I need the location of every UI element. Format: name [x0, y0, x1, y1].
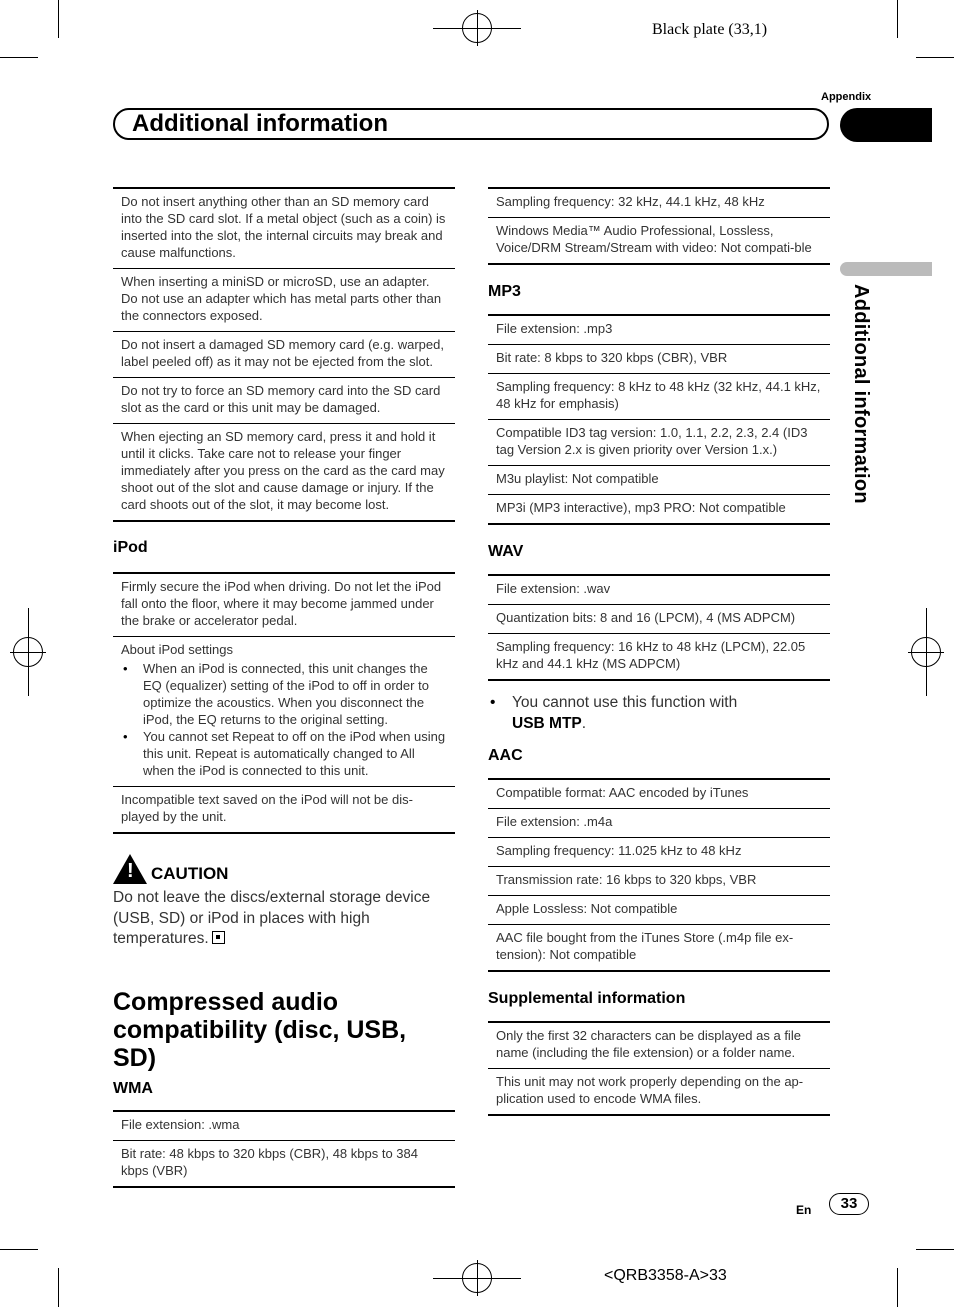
- aac-table: [488, 778, 830, 972]
- end-of-section-icon: [212, 931, 225, 944]
- table-row: Sampling frequency: 11.025 kHz to 48 kHz: [488, 837, 830, 866]
- registration-mark: [462, 1263, 492, 1293]
- table-row: [113, 636, 455, 786]
- table-row: File extension: .m4a: [488, 808, 830, 837]
- registration-mark: [911, 637, 941, 667]
- registration-mark: [13, 637, 43, 667]
- appendix-label: Appendix: [821, 91, 872, 103]
- table-row: Apple Lossless: Not compatible: [488, 895, 830, 924]
- ipod-heading: iPod: [113, 539, 148, 556]
- language-label: En: [796, 1203, 812, 1217]
- section-tab: [840, 108, 932, 142]
- table-row: Do not insert anything other than an SD memory card into the SD card slot. If a metal object (such as a coin) is inserted into the slot, the internal circuits may break and cause malfunctions.: [121, 194, 446, 260]
- list-item: • When an iPod is connected, this unit changes the EQ (equalizer) setting of the iPod to off in order to optimize the acoustics. When you disconnect the iPod, the EQ returns to the original setting.: [143, 660, 447, 728]
- left-column: [113, 187, 455, 1188]
- table-row: M3u playlist: Not compatible: [488, 465, 830, 494]
- crop-mark: [58, 1268, 59, 1307]
- crop-mark: [58, 0, 59, 38]
- aac-heading: AAC: [488, 747, 523, 764]
- mp3-heading: MP3: [488, 283, 521, 300]
- wma-table-left: [113, 1110, 455, 1188]
- mp3-table: [488, 314, 830, 525]
- crop-mark: [916, 57, 954, 58]
- caution-block: [113, 854, 455, 952]
- supplemental-table: [488, 1021, 830, 1116]
- table-row: Incompatible text saved on the iPod will not be dis-played by the unit.: [113, 786, 455, 832]
- wma-table-right: [488, 187, 830, 265]
- crop-mark: [0, 57, 38, 58]
- table-row: Sampling frequency: 32 kHz, 44.1 kHz, 48 kHz: [496, 194, 765, 209]
- usb-mtp-note: • You cannot use this function with USB MTP.: [490, 694, 738, 732]
- document-code: <QRB3358-A>33: [604, 1267, 727, 1284]
- table-row: MP3i (MP3 interactive), mp3 PRO: Not compatible: [488, 494, 830, 523]
- warning-icon-mark: !: [127, 860, 134, 882]
- registration-mark: [462, 13, 492, 43]
- wav-table: [488, 574, 830, 681]
- wav-heading: WAV: [488, 543, 524, 560]
- table-row: Transmission rate: 16 kbps to 320 kbps, VBR: [488, 866, 830, 895]
- table-row: Quantization bits: 8 and 16 (LPCM), 4 (MS ADPCM): [488, 604, 830, 633]
- table-row: Compatible format: AAC encoded by iTunes: [496, 785, 749, 800]
- table-row: Sampling frequency: 8 kHz to 48 kHz (32 kHz, 44.1 kHz, 48 kHz for emphasis): [488, 373, 830, 419]
- caution-heading: CAUTION: [151, 864, 229, 883]
- section-title: Additional information: [132, 110, 388, 137]
- table-row: Only the first 32 characters can be displayed as a file name (including the file extension) or a folder name.: [496, 1028, 801, 1060]
- crop-mark: [916, 1249, 954, 1250]
- table-row: Bit rate: 48 kbps to 320 kbps (CBR), 48 kbps to 384 kbps (VBR): [113, 1140, 455, 1186]
- table-row: When inserting a miniSD or microSD, use an adapter. Do not use an adapter which has metal parts other than the connectors exposed.: [113, 268, 455, 331]
- table-row: File extension: .wav: [496, 581, 611, 596]
- list-item: • You cannot set Repeat to off on the iPod when using this unit. Repeat is automatically changed to All when the iPod is connected to this unit.: [143, 728, 447, 779]
- table-row: This unit may not work properly depending on the ap-plication used to encode WMA files.: [488, 1068, 830, 1114]
- table-row: File extension: .mp3: [496, 321, 613, 336]
- crop-mark: [0, 1249, 38, 1250]
- sd-card-table: [113, 187, 455, 522]
- side-tab-marker: [840, 262, 932, 276]
- side-tab-label: Additional information: [850, 284, 872, 504]
- crop-mark: [897, 0, 898, 38]
- ipod-settings-list: [121, 660, 447, 779]
- table-row: Sampling frequency: 16 kHz to 48 kHz (LPCM), 22.05 kHz and 44.1 kHz (MS ADPCM): [488, 633, 830, 679]
- table-row: Windows Media™ Audio Professional, Lossless, Voice/DRM Stream/Stream with video: Not compati-ble: [488, 217, 830, 263]
- bullet-icon: •: [490, 694, 496, 711]
- table-row: Bit rate: 8 kbps to 320 kbps (CBR), VBR: [488, 344, 830, 373]
- supplemental-heading: Supplemental information: [488, 990, 686, 1007]
- table-row: File extension: .wma: [121, 1117, 240, 1132]
- wma-heading: WMA: [113, 1080, 153, 1097]
- table-row: When ejecting an SD memory card, press it and hold it until it clicks. Take care not to release your finger immediately after you press on the card as the card may shoot out of the slot and cause damage or injury. If the card shoots out of the slot, it may become lost.: [113, 423, 455, 520]
- ipod-settings-title: About iPod settings: [121, 642, 234, 657]
- table-row: Compatible ID3 tag version: 1.0, 1.1, 2.2, 2.3, 2.4 (ID3 tag Version 2.x is given priority over Version 1.x.): [488, 419, 830, 465]
- crop-mark: [897, 1268, 898, 1307]
- page-number: 33: [829, 1193, 869, 1215]
- table-row: Firmly secure the iPod when driving. Do not let the iPod fall onto the floor, where it may become jammed under the brake or accelerator pedal.: [121, 579, 442, 628]
- plate-label: Black plate (33,1): [652, 21, 768, 38]
- table-row: Do not insert a damaged SD memory card (e.g. warped, label peeled off) as it may not be ejected from the slot.: [113, 331, 455, 377]
- table-row: Do not try to force an SD memory card into the SD card slot as the card or this unit may be damaged.: [113, 377, 455, 423]
- ipod-table: [113, 572, 455, 834]
- table-row: AAC file bought from the iTunes Store (.m4p file ex-tension): Not compatible: [488, 924, 830, 970]
- compressed-audio-title: Compressed audio compatibility (disc, USB, SD): [113, 988, 407, 1072]
- right-column: [488, 187, 830, 1116]
- caution-text: Do not leave the discs/external storage device (USB, SD) or iPod in places with high temperatures.: [113, 889, 431, 947]
